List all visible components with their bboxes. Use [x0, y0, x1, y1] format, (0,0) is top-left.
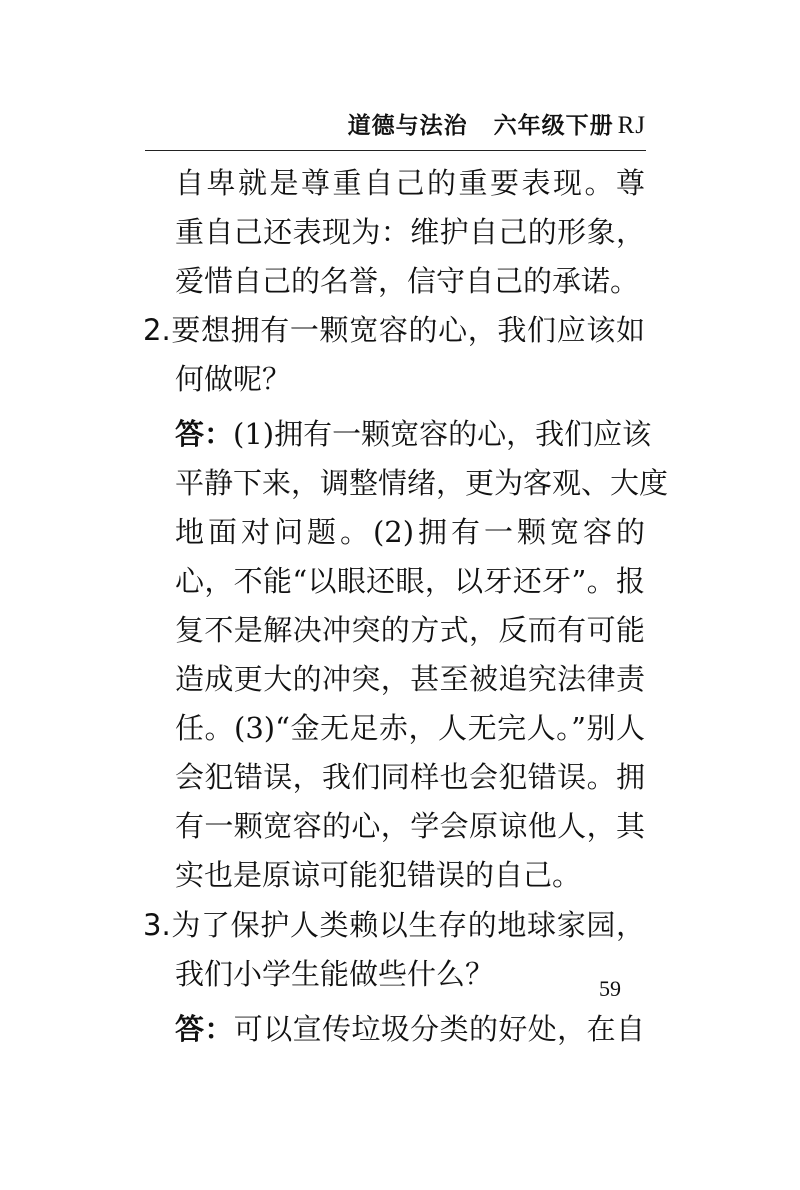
answer-2-line [175, 409, 652, 459]
answer-label: 答： [175, 1012, 234, 1046]
text-line: 爱惜自己的名誉，信守自己的承诺。 [175, 264, 640, 298]
header-grade: 六年级下册 [493, 113, 614, 139]
text-line: 会犯错误，我们同样也会犯错误。拥 [175, 760, 645, 794]
text-line: 复不是解决冲突的方式，反而有可能 [175, 613, 645, 647]
text-line: 自卑就是尊重自己的重要表现。尊 [175, 166, 645, 200]
text-line: 有一颗宽容的心，学会原谅他人，其 [175, 809, 645, 843]
answer-label: 答： [175, 417, 234, 451]
question-2: 2.要想拥有一颗宽容的心，我们应该如 [143, 313, 645, 347]
answer-3-text: 可以宣传垃圾分类的好处，在自 [233, 1012, 645, 1046]
running-header [145, 108, 646, 144]
question-3: 3.为了保护人类赖以生存的地球家园， [143, 908, 645, 942]
answer-2-text: (1)拥有一颗宽容的心，我们应该 [233, 417, 652, 451]
text-line: 任。(3)“金无足赤，人无完人。”别人 [175, 711, 645, 745]
text-line: 实也是原谅可能犯错误的自己。 [175, 858, 582, 892]
question-2-continued: 何做呢？ [175, 362, 292, 396]
text-line: 重自己还表现为：维护自己的形象， [175, 215, 645, 249]
header-rule [145, 150, 646, 151]
text-line: 造成更大的冲突，甚至被追究法律责 [175, 662, 645, 696]
text-line: 地面对问题。(2)拥有一颗宽容的 [175, 515, 645, 549]
text-line: 心，不能“以眼还眼，以牙还牙”。报 [175, 564, 645, 598]
header-edition: RJ [617, 112, 646, 139]
answer-3-line [175, 1004, 645, 1054]
text-line: 平静下来，调整情绪，更为客观、大度 [175, 466, 669, 500]
page-number: 59 [599, 976, 621, 1001]
header-subject: 道德与法治 [347, 113, 468, 139]
question-3-continued: 我们小学生能做些什么？ [175, 957, 495, 991]
